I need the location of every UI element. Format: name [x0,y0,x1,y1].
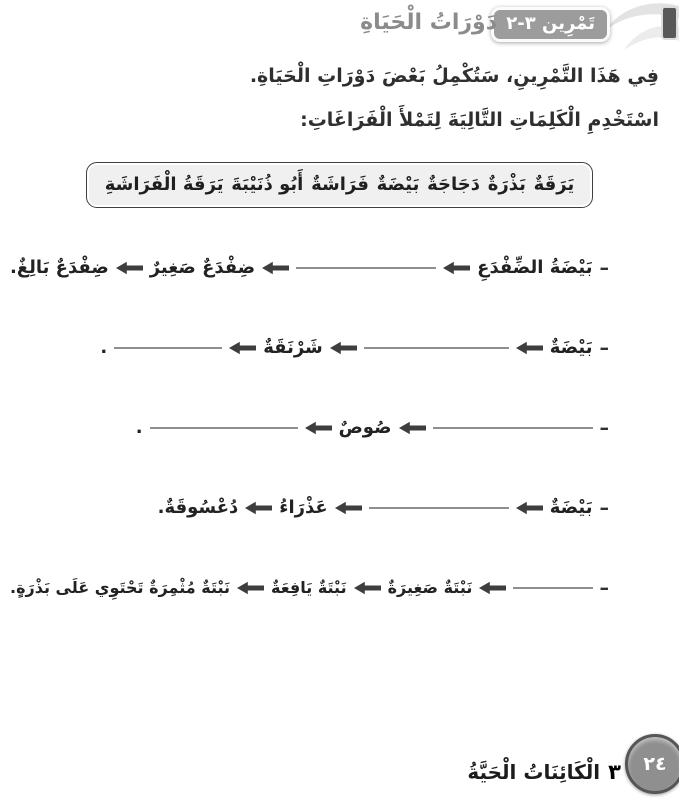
left-arrow-icon [262,261,289,275]
stage-label: نَبْتَةٌ صَغِيرَةٌ [387,578,473,598]
left-arrow-icon [305,421,332,435]
left-arrow-icon [354,581,381,595]
left-arrow-icon [116,261,143,275]
page-number-badge: ٢٤ [625,734,679,794]
left-arrow-icon [229,341,256,355]
line-dash: – [599,336,609,359]
stage-label: شَرْنَقَةٌ [263,337,323,359]
stage-label: بَيْضَةٌ [549,337,593,359]
word-bank [86,162,593,208]
answer-blank [364,347,509,349]
exercise-line [0,388,679,468]
word-bank-item: يَرَقَةُ الْفَرَاشَةِ [104,174,224,196]
left-arrow-icon [516,341,543,355]
chapter-label [467,760,621,784]
answer-blank [513,587,592,589]
stage-label: صُوصٌ [338,417,392,439]
stage-label: . [100,337,108,359]
unit-title: الْكَائِنَاتُ الْحَيَّةُ [467,760,601,784]
stage-label: دُعْسُوقَةٌ. [157,497,239,519]
word-bank-item: دَجَاجَةٌ [427,174,480,196]
answer-blank [433,427,593,429]
line-dash: – [599,256,609,279]
page-title: دَوْرَاتُ الْحَيَاةِ [360,10,497,35]
stage-label: ضِفْدَعٌ صَغِيرٌ [149,257,256,279]
stage-label: . [135,417,143,439]
left-arrow-icon [479,581,506,595]
page-header [0,0,679,52]
answer-blank [369,507,509,509]
line-dash: – [599,416,609,439]
exercise-line [0,468,679,548]
word-bank-item: بَيْضَةٌ [376,174,420,196]
stage-label: نَبْتَةٌ مُثْمِرَةٌ تَحْتَوِي عَلَى بَذْرَةٍ. [10,578,231,598]
left-arrow-icon [399,421,426,435]
corner-bar-decoration [661,6,678,40]
stage-label: ضِفْدَعٌ بَالِغٌ. [10,257,109,279]
exercise-line [0,548,679,628]
stage-label: عَذْرَاءُ [279,497,328,519]
unit-number: ٣ [608,760,621,784]
stage-label: نَبْتَةٌ يَافِعَةٌ [271,578,347,598]
answer-blank [150,427,298,429]
answer-blank [296,267,436,269]
left-arrow-icon [245,501,272,515]
word-bank-item: فَرَاشَةٌ [311,174,369,196]
left-arrow-icon [330,341,357,355]
stage-label: بَيْضَةُ الضِّفْدَعِ [477,257,593,279]
instruction-line-2: اسْتَخْدِمِ الْكَلِمَاتِ التَّالِيَةَ لِتَمْلأَ الْفَرَاغَاتِ: [300,109,659,132]
word-bank-item: يَرَقَةٌ [533,174,575,196]
left-arrow-icon [237,581,264,595]
answer-blank [114,347,222,349]
left-arrow-icon [516,501,543,515]
exercise-line [0,308,679,388]
left-arrow-icon [443,261,470,275]
exercise-list [0,228,679,628]
instruction-line-1: فِي هَذَا التَّمْرِينِ، سَتُكْمِلُ بَعْضَ دَوْرَاتِ الْحَيَاةِ. [249,65,659,87]
stage-label: بَيْضَةٌ [549,497,593,519]
line-dash: – [599,496,609,519]
exercise-line [0,228,679,308]
page-footer [0,726,679,806]
word-bank-item: أَبُو ذُنَيْبَةَ [231,174,304,196]
exercise-tab: تَمْرِين ٣-٢ [491,7,610,42]
word-bank-item: بَذْرَةٌ [487,174,526,196]
line-dash: – [599,576,609,599]
left-arrow-icon [335,501,362,515]
